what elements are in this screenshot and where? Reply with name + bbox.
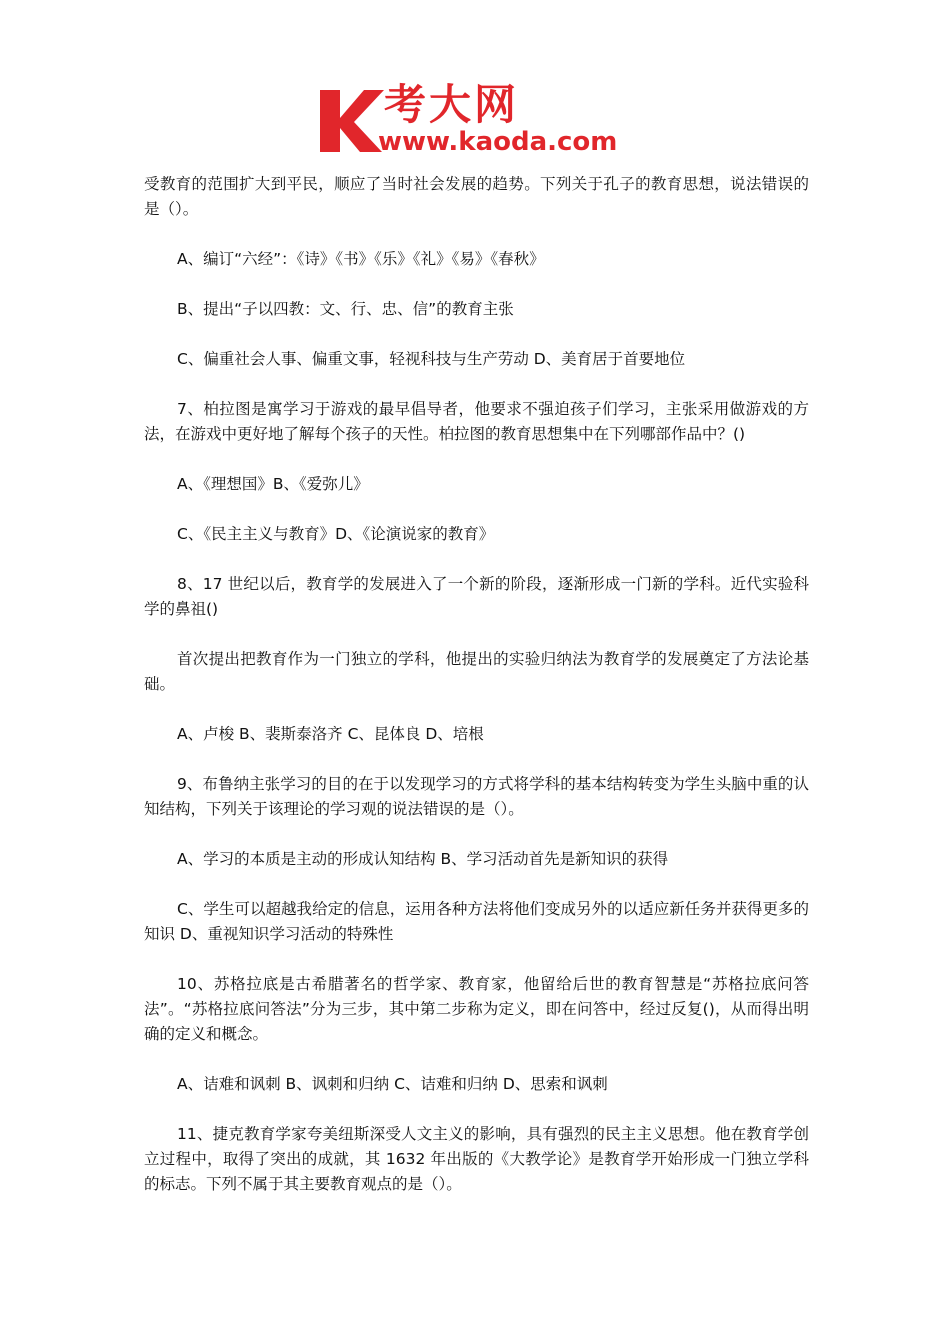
option-line: A、卢梭 B、裴斯泰洛齐 C、昆体良 D、培根 xyxy=(177,725,484,743)
paragraph: 受教育的范围扩大到平民，顺应了当时社会发展的趋势。下列关于孔子的教育思想，说法错误的是（）。 xyxy=(144,175,809,218)
paragraph: 首次提出把教育作为一门独立的学科，他提出的实验归纳法为教育学的发展奠定了方法论基础。 xyxy=(144,650,809,693)
option-line: B、提出“子以四教：文、行、忠、信”的教育主张 xyxy=(177,300,514,318)
kaoda-logo xyxy=(318,80,638,160)
option-line: C、《民主主义与教育》D、《论演说家的教育》 xyxy=(177,525,495,543)
document-body xyxy=(144,172,809,1197)
option-line: A、编订“六经”：《诗》《书》《乐》《礼》《易》《春秋》 xyxy=(177,250,545,268)
question-10: 10、苏格拉底是古希腊著名的哲学家、教育家，他留给后世的教育智慧是“苏格拉底问答法”。“苏格拉底问答法”分为三步，其中第二步称为定义，即在问答中，经过反复()，从而得出明确的定义和概念。 xyxy=(144,975,809,1043)
question-11: 11、捷克教育学家夸美纽斯深受人文主义的影响，具有强烈的民主主义思想。他在教育学创立过程中，取得了突出的成就，其 1632 年出版的《大教学论》是教育学开始形成一门独立学科的标志。下列不属于其主要教育观点的是（）。 xyxy=(144,1125,809,1193)
option-line: A、《理想国》B、《爱弥儿》 xyxy=(177,475,369,493)
logo-k-mark xyxy=(318,84,386,154)
option-line: C、学生可以超越我给定的信息，运用各种方法将他们变成另外的以适应新任务并获得更多的知识 D、重视知识学习活动的特殊性 xyxy=(144,900,809,943)
option-line: A、学习的本质是主动的形成认知结构 B、学习活动首先是新知识的获得 xyxy=(177,850,669,868)
option-line: A、诘难和讽刺 B、讽刺和归纳 C、诘难和归纳 D、思索和讽刺 xyxy=(177,1075,608,1093)
logo-text: 考大网 xyxy=(384,80,520,129)
question-9: 9、布鲁纳主张学习的目的在于以发现学习的方式将学科的基本结构转变为学生头脑中重的认知结构，下列关于该理论的学习观的说法错误的是（）。 xyxy=(144,775,809,818)
logo-url: www.kaoda.com xyxy=(378,127,618,157)
question-8: 8、17 世纪以后，教育学的发展进入了一个新的阶段，逐渐形成一门新的学科。近代实验科学的鼻祖() xyxy=(144,575,809,618)
question-7: 7、柏拉图是寓学习于游戏的最早倡导者，他要求不强迫孩子们学习，主张采用做游戏的方法，在游戏中更好地了解每个孩子的天性。柏拉图的教育思想集中在下列哪部作品中？() xyxy=(144,400,809,443)
option-line: C、偏重社会人事、偏重文事，轻视科技与生产劳动 D、美育居于首要地位 xyxy=(177,350,686,368)
